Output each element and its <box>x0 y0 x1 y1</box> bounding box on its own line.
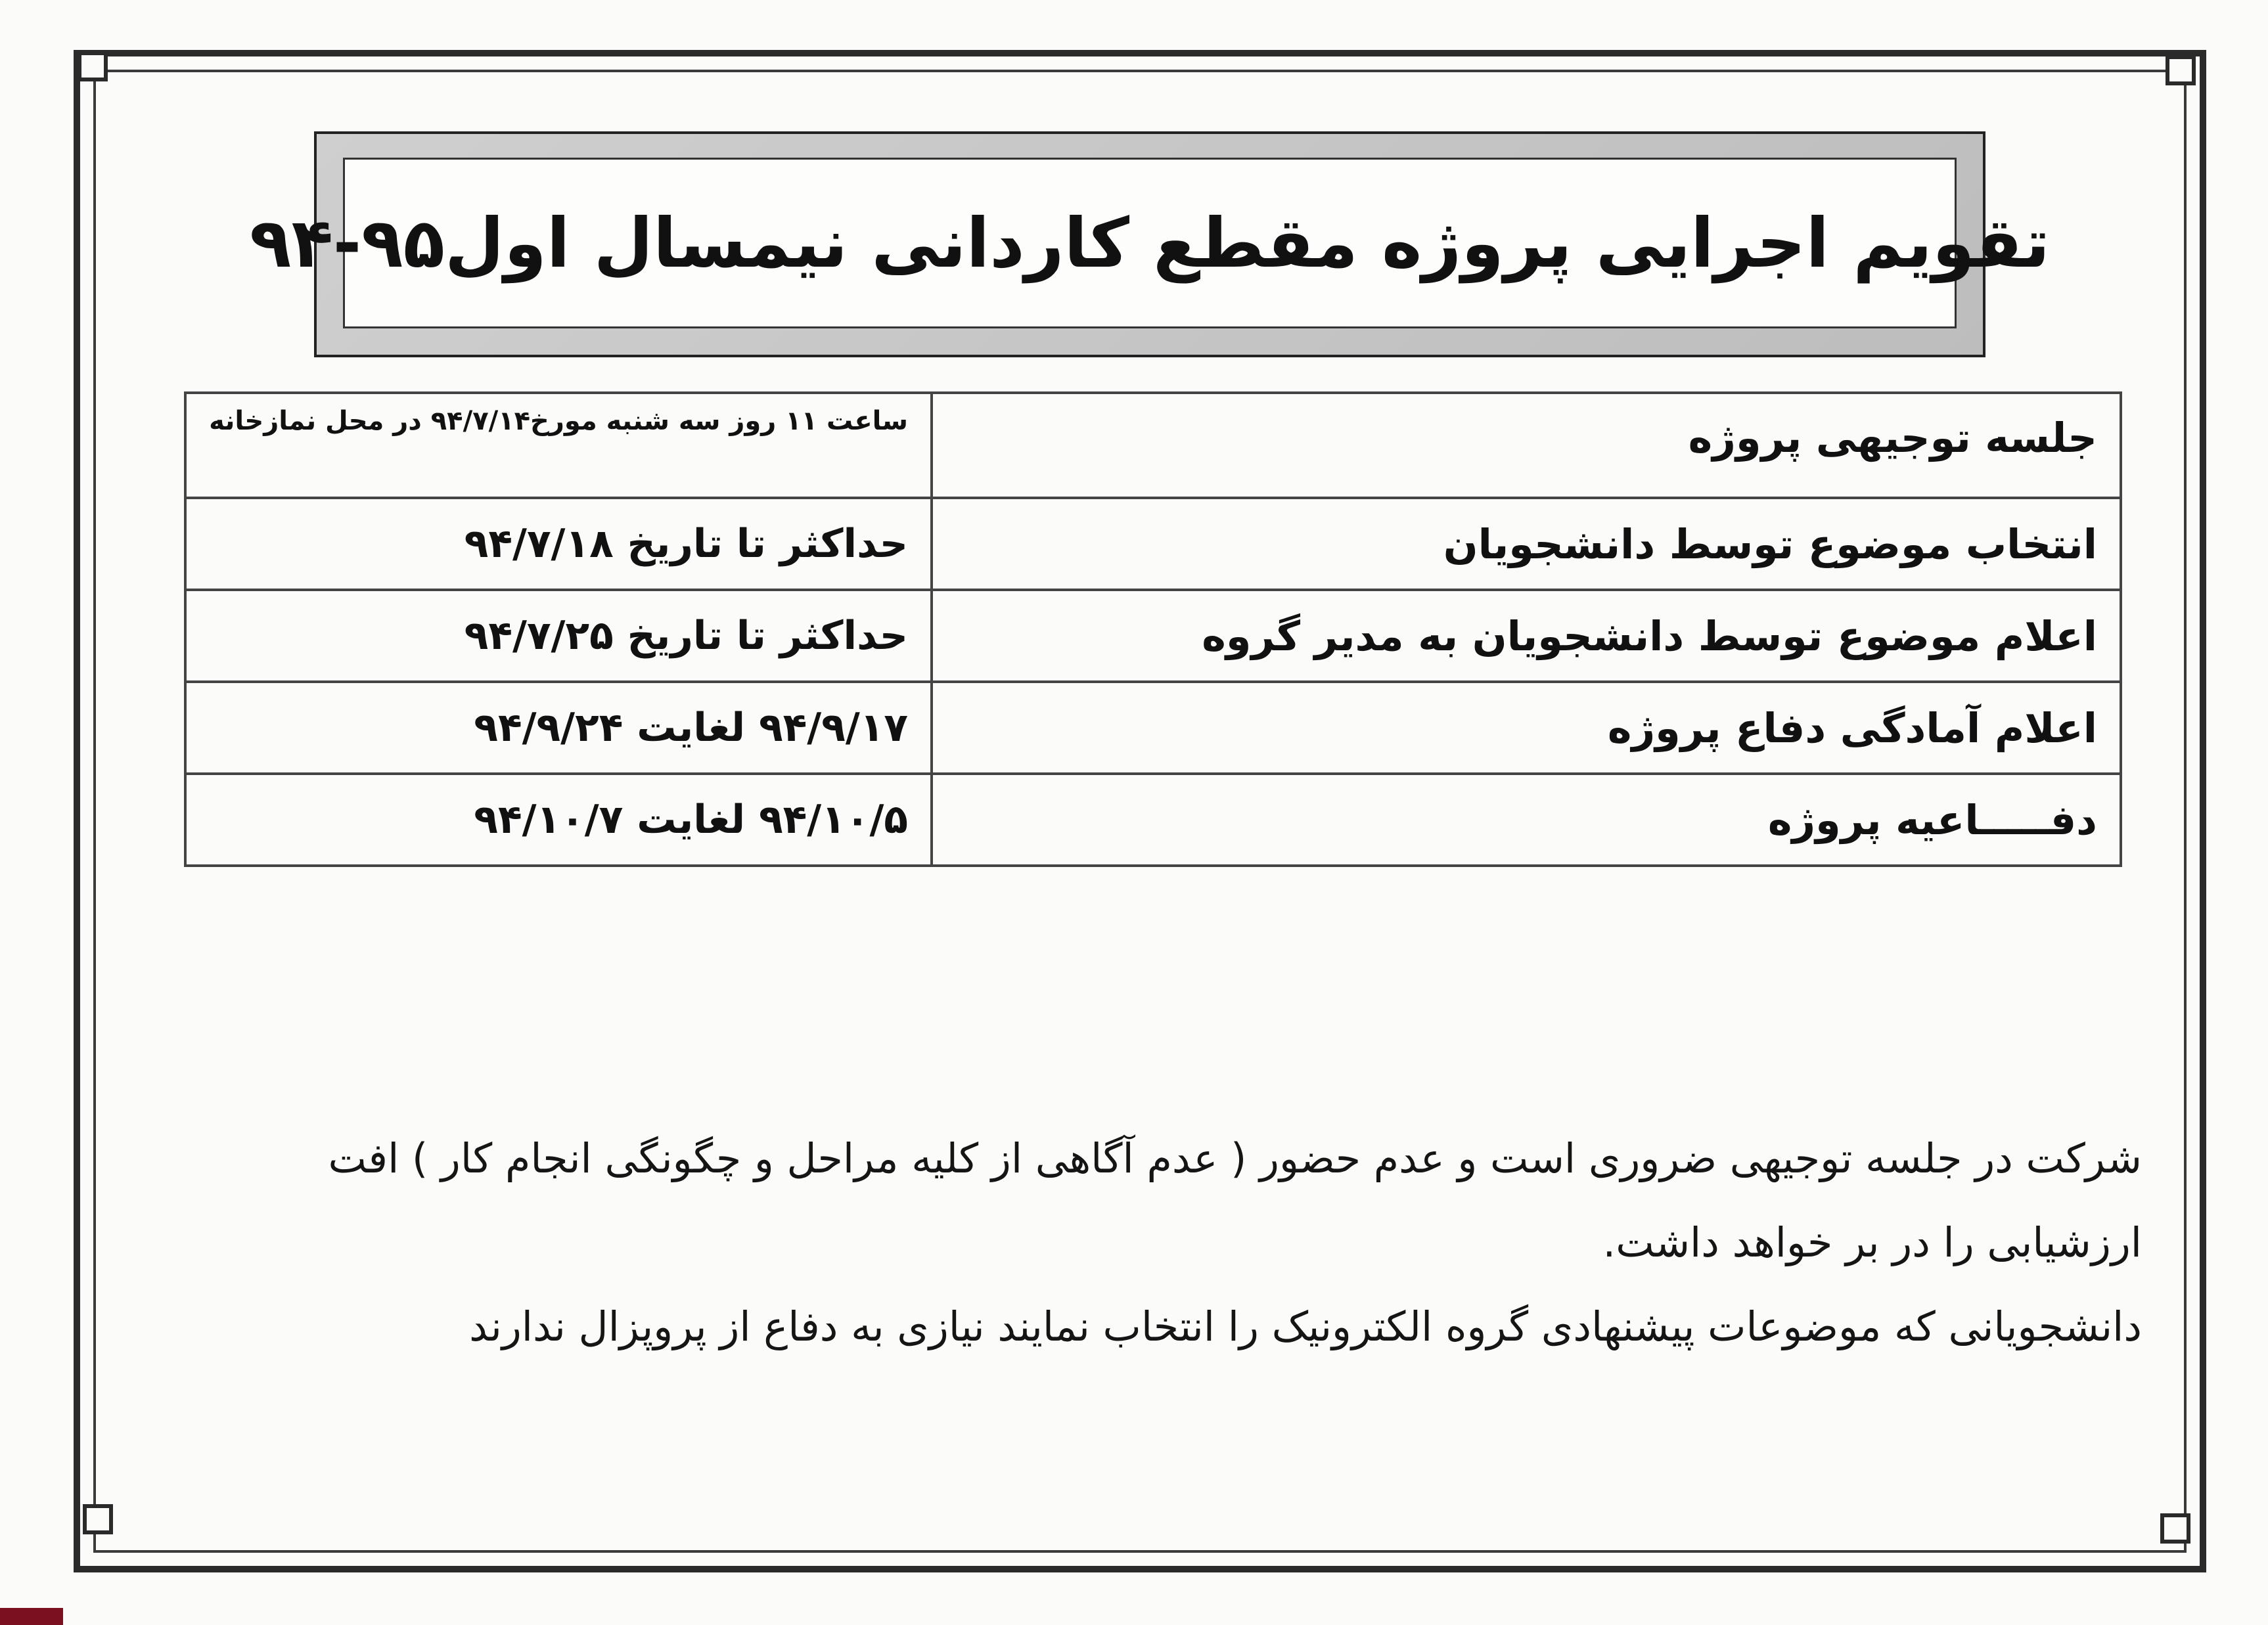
activity-cell: اعلام آمادگی دفاع پروژه <box>932 682 2121 774</box>
activity-cell: اعلام موضوع توسط دانشجویان به مدیر گروه <box>932 590 2121 682</box>
corner-ornament-top-left <box>78 51 108 81</box>
activity-cell: جلسه توجیهی پروژه <box>932 393 2121 498</box>
document-title: تقویم اجرایی پروژه مقطع کاردانی نیمسال اول۹۵-۹۴ <box>249 203 2051 283</box>
date-cell: ساعت ۱۱ روز سه شنبه مورخ۹۴/۷/۱۴ در محل نمازخانه <box>185 393 932 498</box>
date-cell: حداکثر تا تاریخ ۹۴/۷/۲۵ <box>185 590 932 682</box>
corner-ornament-top-right <box>2166 55 2196 85</box>
schedule-table <box>184 391 2122 867</box>
date-cell: ۹۴/۹/۱۷ لغایت ۹۴/۹/۲۴ <box>185 682 932 774</box>
notes-section <box>210 1117 2142 1369</box>
corner-ornament-bottom-right <box>2160 1513 2190 1544</box>
schedule-row <box>185 498 2121 590</box>
activity-cell: دفـــــاعیه پروژه <box>932 774 2121 866</box>
activity-cell: انتخاب موضوع توسط دانشجویان <box>932 498 2121 590</box>
corner-ornament-bottom-left <box>83 1504 113 1534</box>
note-line: ارزشیابی را در بر خواهد داشت. <box>1602 1218 2142 1266</box>
title-box <box>249 131 2051 357</box>
date-cell: ۹۴/۱۰/۵ لغایت ۹۴/۱۰/۷ <box>185 774 932 866</box>
schedule-row <box>185 774 2121 866</box>
date-cell: حداکثر تا تاریخ ۹۴/۷/۱۸ <box>185 498 932 590</box>
schedule-row <box>185 682 2121 774</box>
title-inner-panel <box>249 158 2051 328</box>
schedule-row <box>185 590 2121 682</box>
schedule-row <box>185 393 2121 498</box>
scan-corner-mark <box>0 1608 63 1625</box>
note-line: شرکت در جلسه توجیهی ضروری است و عدم حضور ( عدم آگاهی از کلیه مراحل و چگونگی انجام کار ) افت <box>328 1134 2142 1182</box>
note-line: دانشجویانی که موضوعات پیشنهادی گروه الکترونیک را انتخاب نمایند نیازی به دفاع از پروپزال ندارند <box>469 1302 2142 1350</box>
